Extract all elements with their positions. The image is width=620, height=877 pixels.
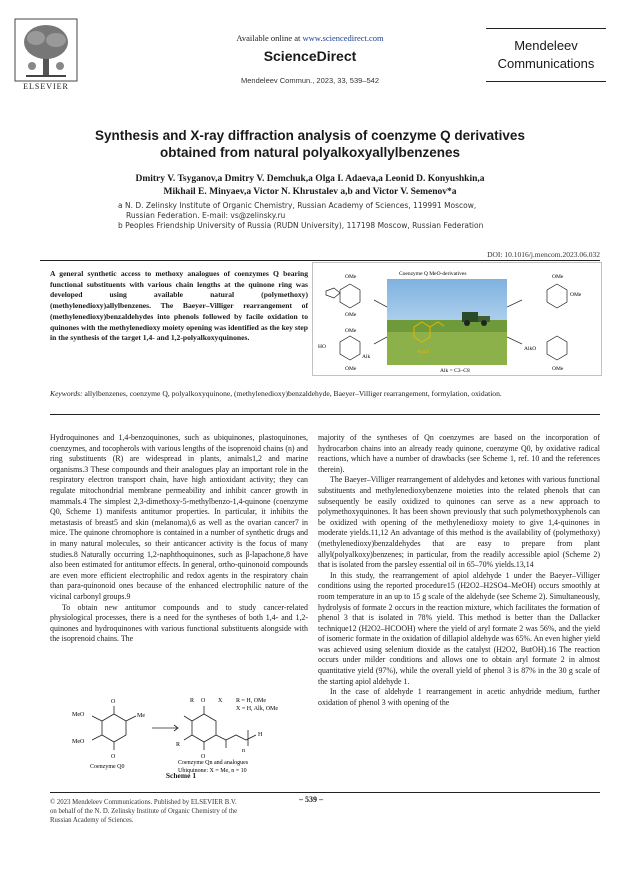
graphical-abstract bbox=[312, 262, 602, 376]
scheme-label: Coenzyme Q0 bbox=[90, 764, 125, 770]
divider bbox=[50, 792, 600, 793]
sciencedirect-link[interactable]: www.sciencedirect.com bbox=[302, 33, 384, 43]
scheme-label: R bbox=[190, 698, 195, 704]
platform-name: ScienceDirect bbox=[263, 48, 357, 64]
available-online-prefix: Available online at bbox=[236, 33, 303, 43]
scheme-label: O bbox=[201, 698, 206, 704]
affiliation-a-line2: Russian Federation. E-mail: vs@zelinsky.ru bbox=[126, 211, 286, 220]
affiliation-a-line1: a N. D. Zelinsky Institute of Organic Chemistry, Russian Academy of Sciences, 119991 Moscow, bbox=[118, 201, 477, 210]
graphic-label: OMe bbox=[345, 328, 357, 334]
coenzyme-qn-structure bbox=[184, 706, 256, 750]
body-paragraph: To obtain new antitumor compounds and to study cancer-related physiological processes, there is a need for the syntheses of both 1,4- and 1,2-quinones and hydroquinones with various functional substituents alongside with the isoprenoid chains. The bbox=[50, 602, 308, 644]
graphic-label: OMe bbox=[552, 274, 564, 280]
graphic-label: Alk bbox=[362, 354, 371, 360]
scheme-label: Ubiquinone: X = Me, n = 10 bbox=[178, 768, 247, 774]
affiliation-b: b Peoples Friendship University of Russia (RUDN University), 117198 Moscow, Russian Federation bbox=[118, 221, 484, 230]
graphic-label: OMe bbox=[570, 292, 582, 298]
journal-name-box bbox=[486, 28, 606, 82]
scheme-label: MeO bbox=[72, 712, 85, 718]
graphic-label: AlkO bbox=[524, 346, 537, 352]
journal-citation: Mendeleev Commun., 2023, 33, 539–542 bbox=[240, 76, 379, 85]
authors-line2: Mikhail E. Minyaev,a Victor N. Khrustalev a,b and Victor V. Semenov*a bbox=[163, 187, 457, 197]
title-line1: Synthesis and X-ray diffraction analysis of coenzyme Q derivatives bbox=[95, 128, 525, 143]
journal-name-line1: Mendeleev bbox=[514, 38, 578, 53]
graphic-label: Apiol bbox=[417, 349, 430, 355]
scheme-1-figure bbox=[66, 692, 296, 780]
copyright-line1: © 2023 Mendeleev Communications. Published by ELSEVIER B.V. bbox=[50, 799, 237, 806]
body-column-right bbox=[318, 433, 600, 708]
scheme-label: H bbox=[258, 732, 263, 738]
body-paragraph: In the case of aldehyde 1 rearrangement in acetic anhydride medium, further oxidation of phenol 3 with opening of the bbox=[318, 687, 600, 707]
available-online-line bbox=[160, 33, 460, 43]
copyright-line2: on behalf of the N. D. Zelinsky Institute of Organic Chemistry of the bbox=[50, 808, 238, 815]
body-paragraph: Hydroquinones and 1,4-benzoquinones, such as ubiquinones, plastoquinones, coenzymes, and tocopherols with various lengths of the isoprenoid chains (n) and ring substituents (R) are widespread in plants, animals1,2 and marine organisms.3 These compounds and their analogues play an important role in the respiratory electron transport chain, have high antioxidant activity; they can regulate mitochondrial membrane permeability and inhibit cancer growth in mammals.4 The simplest 2,3-dimethoxy-5-methylbenzo-1,4-quinone (coenzyme Q0, Scheme 1) manifests antitumor properties. In particular, it inhibits the metastasis of breast5 and skin (melanoma),6 as well as the ovarian cancer7 in mice. The quinone chromophore is contained in a number of synthetic drugs and in many natural molecules, so their anticancer activity is the focus of many studies.8 Naturally occurring 1,2-naphthoquinones, such as β-lapachone,8 have also been estimated for antitumor effects. In general, ortho-quinonoid compounds are even more efficient electrophilic and redox agents in the respiratory chain than para-quinonoid ones because of the enhanced electrophilic nature of the vicinal carbonyl groups.9 bbox=[50, 433, 308, 601]
graphic-label: Alk = C3–C8 bbox=[440, 368, 470, 374]
reaction-arrow bbox=[152, 725, 178, 731]
publisher-name: ELSEVIER bbox=[23, 82, 69, 91]
graphic-label: OMe bbox=[345, 312, 357, 318]
scheme-label: X = H, Alk, OMe bbox=[236, 706, 279, 712]
coenzyme-q0-structure bbox=[92, 706, 136, 750]
keywords bbox=[50, 389, 600, 400]
scheme-label: Coenzyme Qn and analogues bbox=[178, 760, 249, 766]
scheme-label: n bbox=[242, 748, 245, 754]
graphic-label: OMe bbox=[345, 274, 357, 280]
article-title bbox=[40, 127, 580, 161]
elsevier-tree-logo bbox=[14, 18, 78, 82]
scheme-label: O bbox=[201, 754, 206, 760]
scheme-label: R = H, OMe bbox=[236, 698, 267, 704]
scheme-label: MeO bbox=[72, 739, 85, 745]
divider bbox=[40, 260, 600, 261]
body-paragraph: majority of the syntheses of Qn coenzymes are based on the incorporation of hydrocarbon chains into an already ready quinone, coenzyme Q0, by oxidative radical reactions, which have a number of drawbacks (see Scheme 1, ref. 10 and the references therein). bbox=[318, 433, 600, 474]
scheme-label: O bbox=[111, 699, 116, 705]
graphic-label: HO bbox=[318, 344, 326, 350]
graphic-header: Coenzyme Q MeO-derivatives bbox=[399, 271, 467, 277]
body-paragraph: The Baeyer–Villiger rearrangement of aldehydes and ketones with various functional substituents and methylenedioxybenzene moieties into the related phenols that can subsequently be easily oxidized to quinones can serve as a new approach to polymethoxyquinones. It has been shown previously that such polymethoxyphenols can be oxidized with opening of the methylenedioxy moiety to give 1,4-quinones in moderate yields.11,12 An advantage of this method is the availability of (polymethoxy)(methylenedioxy)benzaldehydes that are easy to prepare from plant allyl(polyalkoxy)benzenes; in particular, from the readily accessible apiol (Scheme 2) that is isolated from the parsley essential oil in 65–70% yields.13,14 bbox=[318, 475, 600, 570]
body-column-left bbox=[50, 433, 308, 645]
author-list bbox=[60, 173, 560, 199]
journal-name-line2: Communications bbox=[497, 56, 595, 71]
affiliations bbox=[118, 201, 538, 231]
graphic-label: OMe bbox=[552, 366, 564, 372]
body-paragraph: In this study, the rearrangement of apiol aldehyde 1 under the Baeyer–Villiger conditions using the reported procedure15 (H2O2–H2SO4–MeOH) occurs smoothly at room temperature in an up to 15 g scale of the aldehyde (see Scheme 2). Simultaneously, hydrolysis of formate 2 occurs in the reaction mixture, which facilitates the formation of phenol 3 that is isolated in 78% yield. This method is better than the Dallacker technique12 (H2O2–HCOOH) where the yield of aryl formate 2 was 56%, and the yield of isomeric formate in the oxidation of dillapiol aldehyde was 65%. An even higher yield was achieved using selenium dioxide as the catalyst (H2O2, ButOH).16 The reaction occurs under milder conditions and allows one to obtain aryl formate 2 in almost quantitative yield (97%), while the overall yield of phenol 3 is 87% in the 30 g scale of the starting apiol aldehyde 1. bbox=[318, 570, 600, 686]
abstract-text: A general synthetic access to methoxy analogues of coenzymes Q bearing functional substituents with various chain lengths at the quinone ring was developed using available natural (polymethoxy)(methylenedioxy)allylbenzenes. The Baeyer–Villiger rearrangement of (methylenedioxy)benzaldehydes into phenols followed by facile oxidation to quinones with the methylenedioxy moiety opening was identified as the key step in the synthesis of the target 1,4- and 1,2-polyalkoxyquinones. bbox=[50, 269, 308, 343]
keywords-text: allylbenzenes, coenzyme Q, polyalkoxyquinone, (methylenedioxy)benzaldehyde, Baeyer–Villiger rearrangement, formylation, oxidation. bbox=[82, 389, 502, 398]
article-doi[interactable]: DOI: 10.1016/j.mencom.2023.06.032 bbox=[487, 250, 600, 259]
authors-line1: Dmitry V. Tsyganov,a Dmitry V. Demchuk,a Olga I. Adaeva,a Leonid D. Konyushkin,a bbox=[135, 174, 485, 184]
scheme-caption: Scheme 1 bbox=[165, 771, 197, 780]
keywords-label: Keywords: bbox=[50, 389, 83, 398]
copyright-line3: Russian Academy of Sciences. bbox=[50, 817, 134, 824]
graphic-label: OMe bbox=[345, 366, 357, 372]
scheme-label: O bbox=[111, 754, 116, 760]
page-number: – 539 – bbox=[299, 795, 323, 804]
scheme-label: X bbox=[218, 698, 223, 704]
divider bbox=[50, 414, 600, 415]
scheme-label: Me bbox=[137, 713, 145, 719]
scheme-label: R bbox=[176, 742, 181, 748]
copyright-notice bbox=[50, 798, 310, 825]
title-line2: obtained from natural polyalkoxyallylbenzenes bbox=[159, 145, 461, 160]
